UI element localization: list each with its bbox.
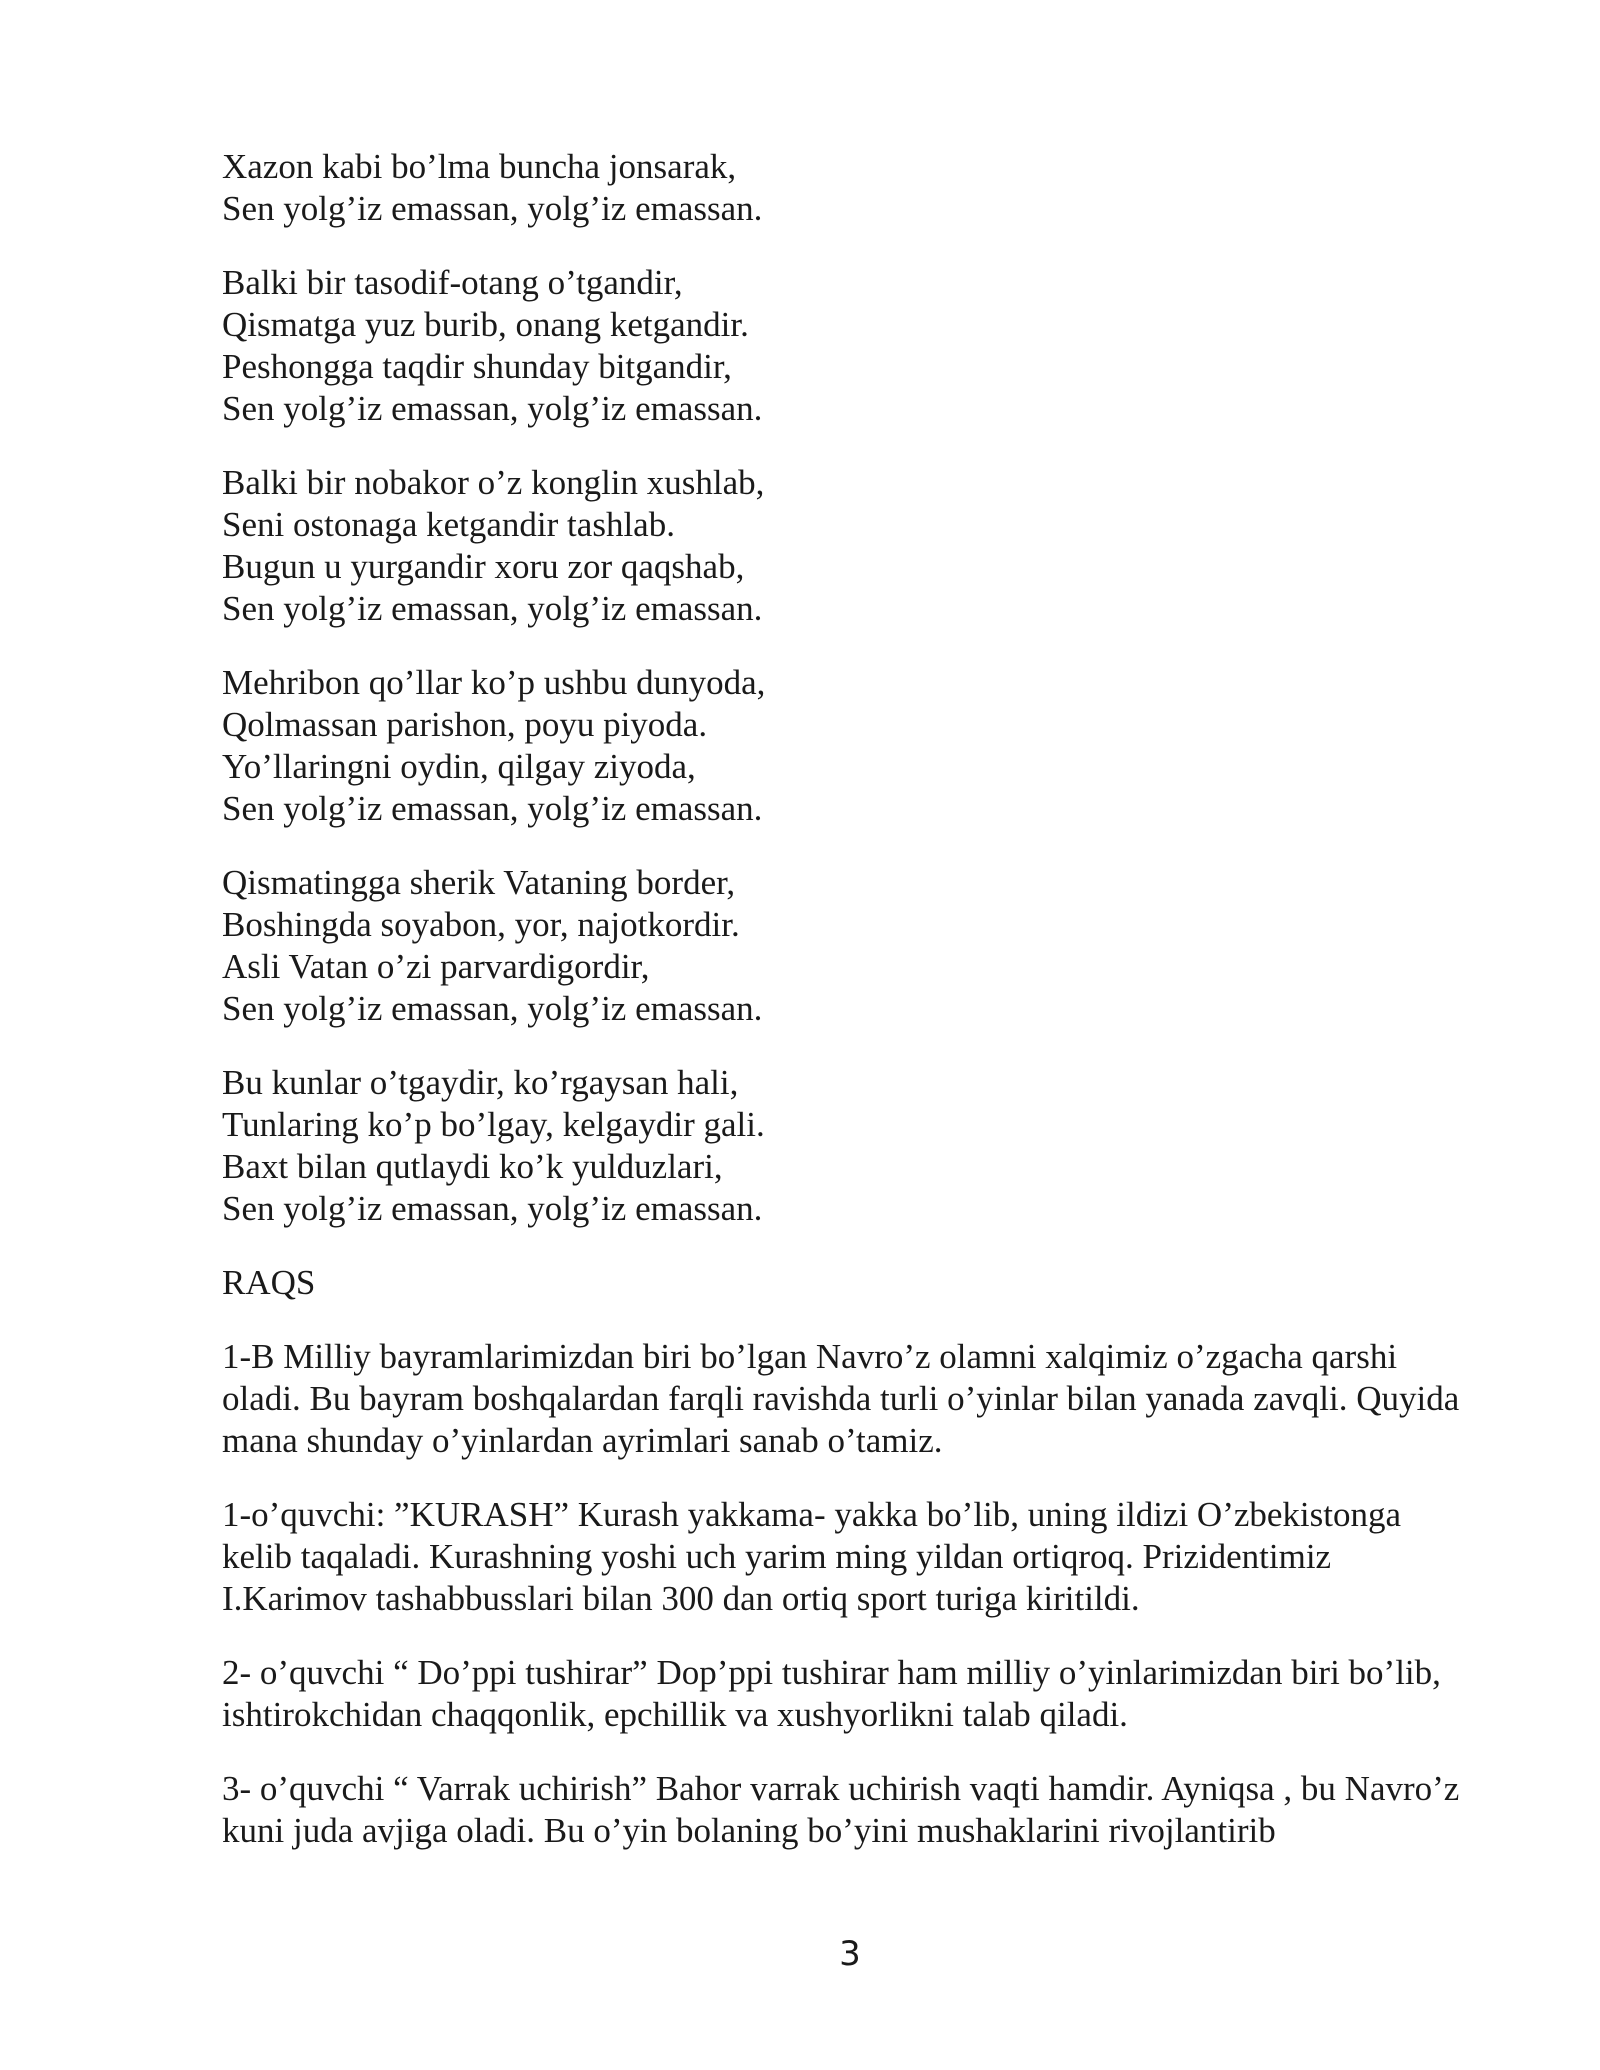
- paragraph: 1-B Milliy bayramlarimizdan biri bo’lgan Navro’z olamni xalqimiz o’zgacha qarshi oladi. Bu bayram boshqalardan farqli ravishda turli o’yinlar bilan yanada zavqli. Quyida mana shunday o’yinlardan ayrimlari sanab o’tamiz.: [222, 1337, 1460, 1460]
- poem-line: Bugun u yurgandir xoru zor qaqshab,: [222, 547, 745, 586]
- poem-line: Sen yolg’iz emassan, yolg’iz emassan.: [222, 789, 763, 828]
- poem-line: Seni ostonaga ketgandir tashlab.: [222, 505, 675, 544]
- poem-line: Tunlaring ko’p bo’lgay, kelgaydir gali.: [222, 1105, 765, 1144]
- section-heading: RAQS: [222, 1263, 316, 1302]
- poem-line: Baxt bilan qutlaydi ko’k yulduzlari,: [222, 1147, 723, 1186]
- poem-line: Sen yolg’iz emassan, yolg’iz emassan.: [222, 189, 763, 228]
- poem-stanza: [222, 262, 1472, 430]
- page-number: 3: [839, 1934, 861, 1974]
- page-content: [222, 146, 1472, 1884]
- poem-stanza: [222, 146, 1472, 230]
- poem-stanza: [222, 1062, 1472, 1230]
- poem-line: Qolmassan parishon, poyu piyoda.: [222, 705, 708, 744]
- paragraph: 2- o’quvchi “ Do’ppi tushirar” Dop’ppi tushirar ham milliy o’yinlarimizdan biri bo’lib, ishtirokchidan chaqqonlik, epchillik va xushyorlikni talab qiladi.: [222, 1653, 1441, 1734]
- poem-line: Yo’llaringni oydin, qilgay ziyoda,: [222, 747, 696, 786]
- poem-line: Mehribon qo’llar ko’p ushbu dunyoda,: [222, 663, 766, 702]
- poem-line: Sen yolg’iz emassan, yolg’iz emassan.: [222, 1189, 763, 1228]
- poem-line: Balki bir tasodif-otang o’tgandir,: [222, 263, 683, 302]
- paragraph: 1-o’quvchi: ”KURASH” Kurash yakkama- yakka bo’lib, uning ildizi O’zbekistonga kelib taqaladi. Kurashning yoshi uch yarim ming yildan ortiqroq. Prizidentimiz I.Karimov tashabbusslari bilan 300 dan ortiq sport turiga kiritildi.: [222, 1495, 1402, 1618]
- poem-stanza: [222, 862, 1472, 1030]
- poem-line: Balki bir nobakor o’z konglin xushlab,: [222, 463, 765, 502]
- poem-stanza: [222, 662, 1472, 830]
- poem-stanza: [222, 462, 1472, 630]
- poem-line: Sen yolg’iz emassan, yolg’iz emassan.: [222, 589, 763, 628]
- poem-line: Sen yolg’iz emassan, yolg’iz emassan.: [222, 989, 763, 1028]
- poem-line: Sen yolg’iz emassan, yolg’iz emassan.: [222, 389, 763, 428]
- poem-line: Qismatingga sherik Vataning border,: [222, 863, 736, 902]
- poem-line: Bu kunlar o’tgaydir, ko’rgaysan hali,: [222, 1063, 739, 1102]
- poem-line: Asli Vatan o’zi parvardigordir,: [222, 947, 650, 986]
- poem-line: Xazon kabi bo’lma buncha jonsarak,: [222, 147, 737, 186]
- poem-line: Boshingda soyabon, yor, najotkordir.: [222, 905, 740, 944]
- poem-line: Qismatga yuz burib, onang ketgandir.: [222, 305, 749, 344]
- paragraph: 3- o’quvchi “ Varrak uchirish” Bahor varrak uchirish vaqti hamdir. Ayniqsa , bu Navro’z kuni juda avjiga oladi. Bu o’yin bolaning bo’yini mushaklarini rivojlantirib: [222, 1769, 1460, 1850]
- poem-line: Peshongga taqdir shunday bitgandir,: [222, 347, 732, 386]
